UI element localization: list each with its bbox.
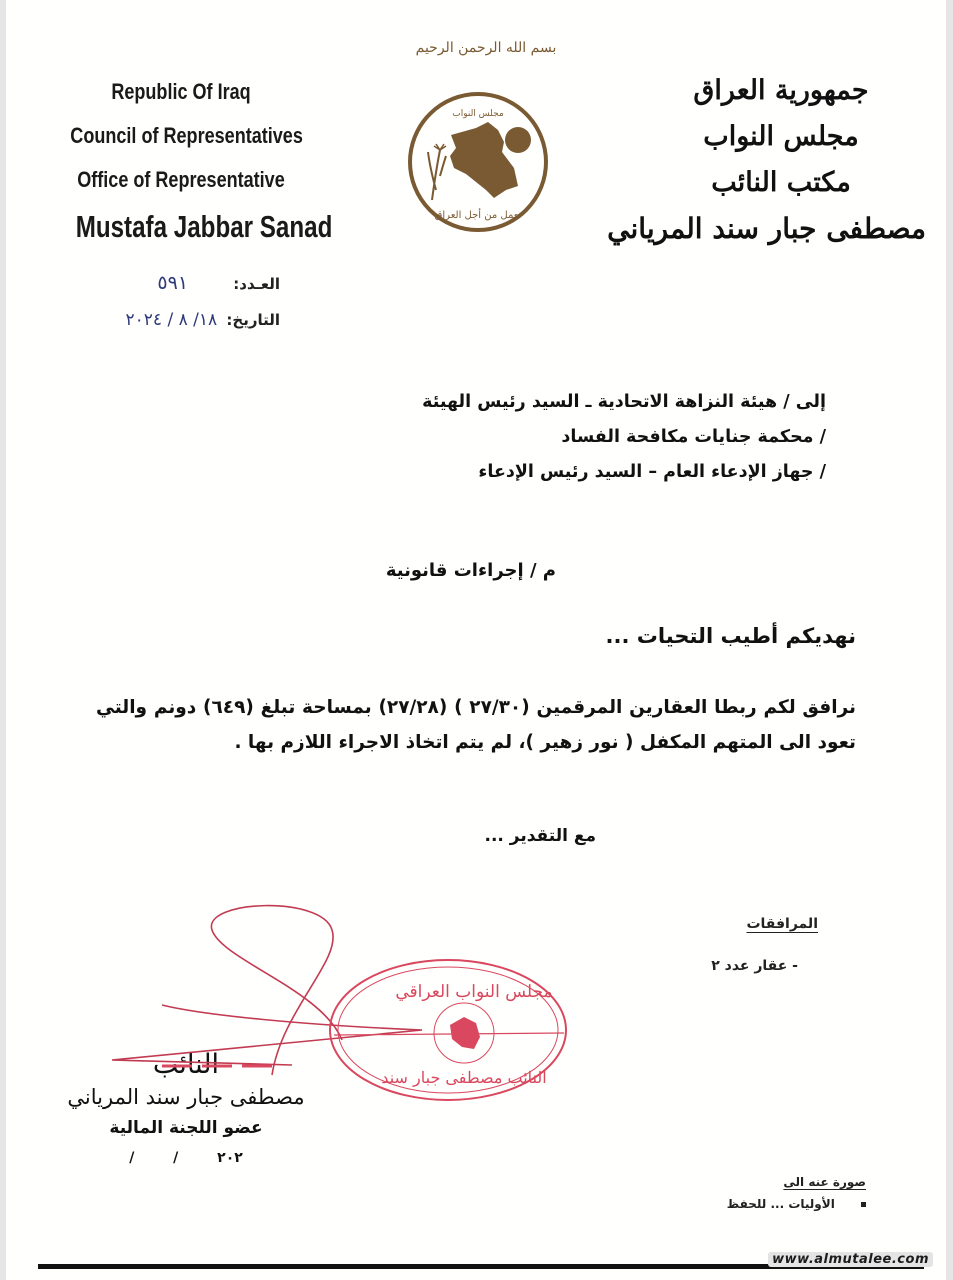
attachment-item: - عقار عدد ٢ xyxy=(711,958,798,974)
attachments-title: المرافقات xyxy=(746,916,818,932)
signatory-title: النائب xyxy=(152,1049,220,1080)
recipient-line: / جهاز الإدعاء العام – السيد رئيس الإدعاء xyxy=(478,462,826,482)
site-watermark: www.almutalee.com xyxy=(768,1252,933,1267)
letter-date-label: التاريخ: xyxy=(226,311,280,329)
letterhead-council-ar: مجلس النواب xyxy=(703,121,859,152)
letter-date xyxy=(126,310,280,330)
arabic-letterhead xyxy=(607,68,926,252)
letter-body: نرافق لكم ربطا العقارين المرقمين (٢٧/٣٠ ) (٢٧/٢٨) بمساحة تبلغ (٦٤٩) دونم والتي تعود الى المتهم المكفل ( نور زهير )، لم يتم اتخاذ الاجراء اللازم بها . xyxy=(96,697,857,753)
recipients xyxy=(422,385,826,490)
cc-title: صورة عنه الى xyxy=(783,1175,866,1189)
letterhead-representative-name-ar: مصطفى جبار سند المرياني xyxy=(607,212,926,245)
reference-number-label: العـدد: xyxy=(233,275,280,293)
letterhead-country-ar: جمهورية العراق xyxy=(693,75,869,106)
cc-item-text: الأوليات ... للحفظ xyxy=(726,1197,835,1211)
letter-date-value: ١٨/ ٨ / ٢٠٢٤ xyxy=(125,310,218,330)
closing: مع التقدير ... xyxy=(484,826,596,846)
english-letterhead xyxy=(46,70,333,252)
cc-item xyxy=(727,1197,866,1211)
letterhead-office: Office of Representative xyxy=(77,167,285,192)
letterhead-office-ar: مكتب النائب xyxy=(711,167,851,198)
signatory-name: مصطفى جبار سند المرياني xyxy=(67,1085,305,1109)
stamp-bottom-text: النائب مصطفى جبار سند xyxy=(381,1068,547,1087)
letterhead-country: Republic Of Iraq xyxy=(111,79,251,104)
signature-date-blank: / / ٢٠٢ xyxy=(129,1150,243,1166)
greeting: نهديكم أطيب التحيات ... xyxy=(605,624,856,648)
attachments xyxy=(711,916,818,974)
reference-number xyxy=(157,272,280,294)
stamp-top-text: مجلس النواب العراقي xyxy=(395,982,553,1002)
letterhead-council: Council of Representatives xyxy=(70,123,303,148)
signatory-role: عضو اللجنة المالية xyxy=(109,1118,263,1138)
recipient-line: / محكمة جنايات مكافحة الفساد xyxy=(561,427,826,447)
basmala: بسم الله الرحمن الرحيم xyxy=(415,40,557,56)
emblem-bottom-text: نعمل من أجل العراق xyxy=(434,210,522,221)
parliament-emblem-icon xyxy=(406,90,551,235)
emblem-top-text: مجلس النواب xyxy=(452,109,504,119)
letter-page xyxy=(6,0,946,1280)
recipient-line: إلى / هيئة النزاهة الاتحادية ـ السيد رئيس الهيئة xyxy=(422,392,826,412)
bullet-icon xyxy=(861,1202,866,1207)
subject-line: م / إجراءات قانونية xyxy=(385,560,556,581)
letterhead-representative-name: Mustafa Jabbar Sanad xyxy=(75,209,333,244)
carbon-copy xyxy=(727,1175,866,1211)
official-stamp-icon xyxy=(324,955,569,1105)
reference-number-value: ٥٩١ xyxy=(157,272,189,294)
